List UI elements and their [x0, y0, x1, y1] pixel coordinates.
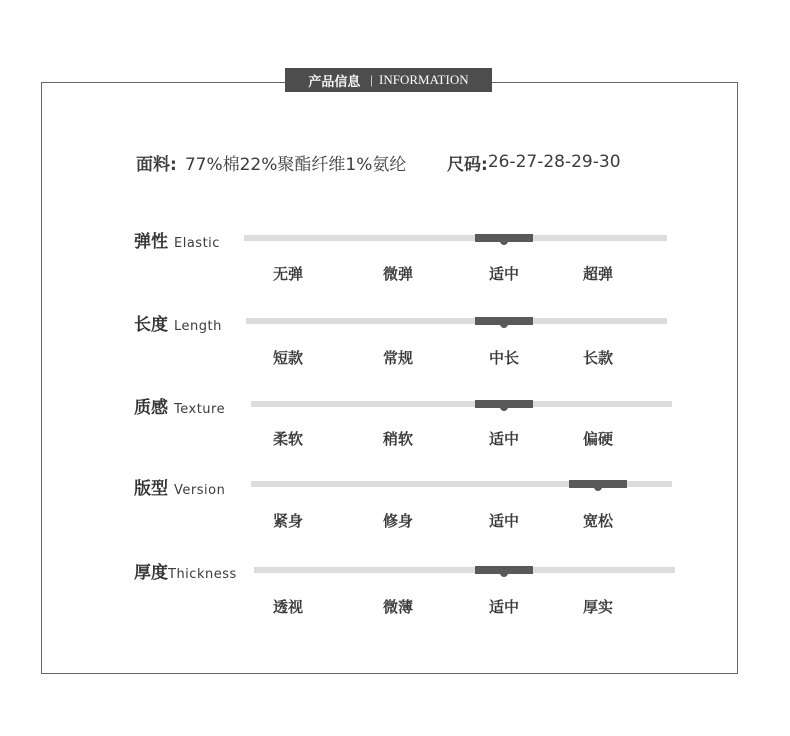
attribute-track-length	[246, 318, 667, 324]
indicator-dot-icon	[500, 569, 508, 577]
attribute-option: 长款	[582, 349, 613, 367]
attribute-track-texture	[251, 401, 672, 407]
attribute-option: 中长	[488, 349, 519, 367]
indicator-dot-icon	[500, 403, 508, 411]
attribute-name-en: Version	[174, 483, 226, 498]
attribute-track-thickness	[254, 567, 675, 573]
attribute-option: 透视	[272, 598, 303, 616]
attribute-option: 偏硬	[582, 430, 613, 448]
attribute-name-cn: 弹性	[134, 232, 168, 252]
attribute-name-cn: 厚度	[134, 563, 168, 583]
fabric-info	[136, 150, 406, 174]
attribute-option: 厚实	[582, 598, 613, 616]
attribute-option: 超弹	[582, 265, 613, 283]
indicator-dot-icon	[594, 483, 602, 491]
attribute-option: 适中	[488, 598, 519, 616]
size-value: 26-27-28-29-30	[487, 152, 621, 172]
attribute-name-cn: 长度	[134, 315, 168, 335]
attribute-option: 短款	[272, 349, 303, 367]
attribute-track-elastic	[244, 235, 667, 241]
attribute-option: 修身	[382, 512, 413, 530]
section-title-en: INFORMATION	[379, 72, 469, 87]
attribute-option: 适中	[488, 265, 519, 283]
attribute-name-cn: 版型	[134, 479, 168, 499]
section-title	[285, 68, 492, 92]
indicator-dot-icon	[500, 237, 508, 245]
attribute-name-cn: 质感	[134, 398, 168, 418]
attribute-option: 常规	[382, 349, 413, 367]
section-title-cn: 产品信息	[308, 74, 361, 90]
fabric-label: 面料:	[136, 154, 177, 175]
attribute-option: 宽松	[582, 512, 613, 530]
size-label: 尺码:	[447, 154, 488, 175]
attribute-option: 稍软	[382, 430, 413, 448]
attribute-option: 适中	[488, 512, 519, 530]
section-title-separator: |	[370, 72, 374, 87]
attribute-name-en: Elastic	[174, 236, 220, 251]
attribute-option: 无弹	[272, 265, 303, 283]
attribute-option: 紧身	[272, 512, 303, 530]
attribute-label-texture	[134, 393, 225, 417]
attribute-option: 微薄	[382, 598, 413, 616]
attribute-option: 微弹	[382, 265, 413, 283]
attribute-label-thickness	[134, 558, 237, 582]
attribute-name-en: Thickness	[168, 567, 237, 582]
attribute-option: 适中	[488, 430, 519, 448]
indicator-dot-icon	[500, 320, 508, 328]
size-info	[447, 150, 621, 174]
attribute-label-length	[134, 310, 222, 334]
attribute-name-en: Texture	[174, 402, 226, 417]
fabric-value: 77%棉22%聚酯纤维1%氨纶	[184, 154, 407, 175]
attribute-option: 柔软	[272, 430, 303, 448]
attribute-label-elastic	[134, 227, 220, 251]
attribute-label-version	[134, 474, 225, 498]
attribute-name-en: Length	[174, 319, 222, 334]
